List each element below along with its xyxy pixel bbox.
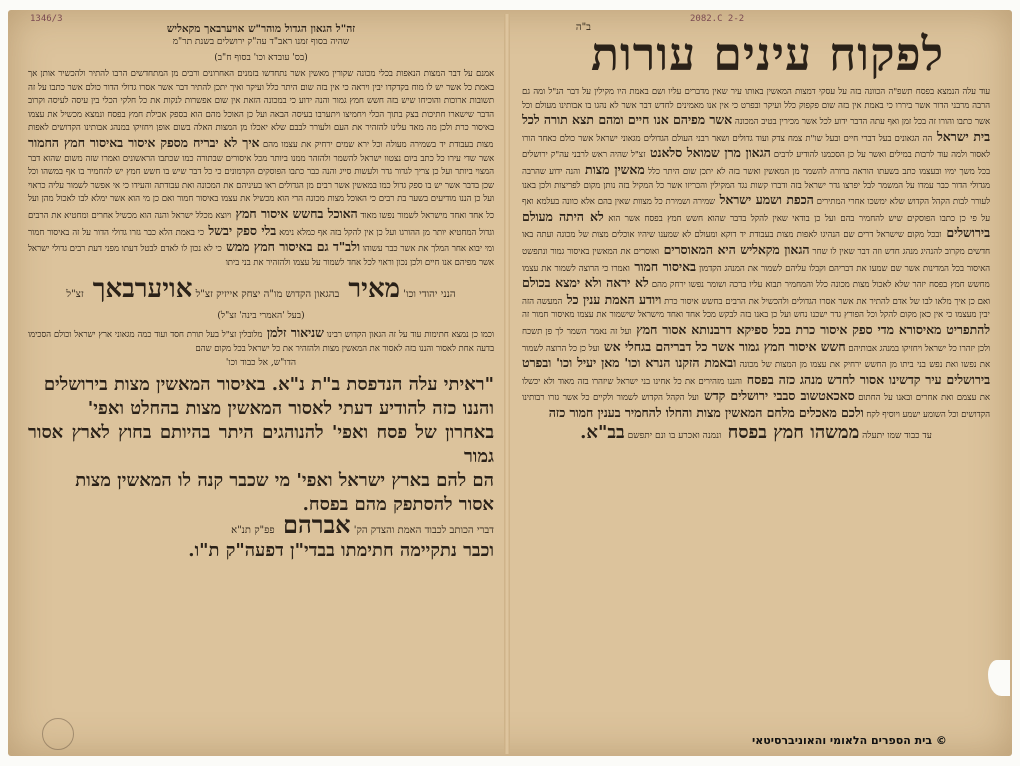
- signature-intro: הנני יהודי וכו': [400, 289, 456, 301]
- right-paragraph: ועל הקהל הקדוש לשמור ולקיים כל אשר גזרו רבותינו הקדושים וכל השומע ישמע ויוסיף לקח: [522, 393, 990, 420]
- right-body: [522, 86, 990, 422]
- right-footer: [522, 422, 990, 447]
- right-highlight: הגאון מקאליש היא המאוסרים: [659, 241, 810, 257]
- left-paragraph: אשר שדי עירו כל כתב ביום נצטוו ישראל להשמר ולהזהר ממנו ביותר מכל איסורים שבתורה כמו שכתבו הראשונים ואמרו שזה משום שהוא דבר המצוי ביותר ועל כן צריך לגדור גדר ולעשות סייג: [28, 153, 494, 178]
- footer-line: אסור להסתפק מהם בפסח.: [302, 493, 494, 515]
- left-highlight: באיסור חמץ החמור: [28, 134, 124, 150]
- right-highlight: להחמיר: [620, 404, 662, 420]
- copyright-notice: © בית הספרים הלאומי והאוניברסיטאי: [752, 734, 947, 747]
- right-highlight: חשש איסור חמץ גמור: [734, 338, 846, 354]
- left-paragraph: מלובלין זצ"ל בעל תורת חסד ועוד כמה מגאוני ארץ ישראל וכולם הסכימו בדעה אחת לאסור: [28, 330, 494, 354]
- left-paragraph: כי באמת הלא כבר גזרו גדולי הדור על זה באיסור חמור ומי יבוא אחר המלך את אשר כבר עשוהו: [28, 227, 494, 255]
- right-paragraph: ועל זה נאמר השמר לך פן תשכח ולכן יזהרו כל ישראל ויחזיקו במנהג אבותיהם: [522, 326, 990, 354]
- page-fold: [504, 14, 510, 754]
- title-area: [522, 22, 990, 80]
- footer-signature-prefix: דברי הכותב לכבוד האמת והצדק הק': [350, 524, 494, 536]
- right-paragraph: הה הגאונים בעל דברי חיים ובעל שו"ת צמח צדק ועוד גדולים ושאר רבני העולם הגדולים מגאוני ישראל אשר כולם כאחד הורו לאסור ולמה עוד לרבות במילים ואשר על כן הסכמנו להודיע לרבים: [522, 133, 990, 161]
- right-paragraph: ואם כן איך מלאו לבו של אדם להתיר את אשר אסרו הגדולים ולהכשיל את הרבים בחשש איסור כרת: [661, 296, 990, 307]
- right-paragraph: ואוסרים את המאשין באיסור גמור ונתפשט האיסור בכל המדינות אשר שם שמעו את דבריהם וקבלו עליהם לשמור את המנהג הקדמון: [522, 246, 990, 274]
- closing-text-2: ונמנה ואכרע בו ונם יתפשם: [624, 431, 722, 442]
- left-highlight: ולב"ד גם באיסור חמץ ממש: [221, 239, 360, 255]
- right-highlight: אשר כל דבריהם בגחלי אש: [599, 338, 735, 354]
- left-paragraph: ויוצא מכלל ישראל והנה הוא מכשיל אחרים ומחטיא את הרבים וגדול המחטיא יותר מן ההורגו ועל כן אין להקל בזה אף כמלא נימא: [28, 210, 494, 238]
- signature-surname: אויערבאך: [83, 274, 193, 305]
- left-body: [28, 68, 494, 270]
- right-paragraph: ועל כן כל הרוצה לשמור את נפשו ואת נפש בני ביתו מן החשש ירחיק את עצמו מן המצות של מכונה: [522, 343, 990, 371]
- left-column: [28, 22, 494, 563]
- footer-last-line: וכבר נתקיימה חתימתו בבדי"ן דפעה"ק ת"ו.: [188, 539, 494, 561]
- right-highlight: ולכם מאכלים מלחם המאשין מצות: [692, 404, 864, 420]
- bh-mark: ב"ה: [575, 22, 591, 33]
- small-signature: הדו"ש, אל כבוד וכו': [225, 357, 297, 368]
- right-highlight: והחלו: [661, 404, 693, 420]
- right-paragraph: ואמרו כי הרוצה לשמור את עצמו מחשש חמץ בפסח יזהר שלא לאכול מצות מכונה כלל והמחמיר תבוא עליו ברכה ושומר נפשו ירחק מהם: [522, 263, 990, 291]
- right-highlight: בענין חמור כזה: [548, 404, 621, 420]
- signature-subtitle: (בעל 'האמרי בינה' זצ"ל): [217, 311, 305, 322]
- left-highlight: איסור: [123, 134, 156, 150]
- right-highlight: מאשין מצות: [580, 161, 645, 177]
- right-highlight: אשר מפיהם אנו חיים ומהם תצא תורה לכל בית ישראל: [522, 112, 990, 144]
- left-highlight: איסור חמץ: [231, 205, 289, 221]
- right-highlight: ויודע האמת ענין כל: [562, 291, 662, 307]
- left-paragraph: כי לא נכון לו לאדם לבטל דעתו מפני דעת רבים גדולי ישראל אשר מפיהם אנו חיים ולכן נכון וראוי לכל אחד לשמור על עצמו ולהזהיר את בני ביתו: [28, 244, 494, 268]
- right-highlight: לא היתה מעולם בירושלים: [522, 208, 990, 241]
- right-paragraph: והננו מזהירים את כל אחינו בני ישראל שיזהרו בזה מאוד ולא יכשלו את עצמם ואת אחרים ובאנו על החתום: [522, 376, 990, 404]
- right-paragraph: עוד עלה הנמצא בפסח תשפ"ה הכוונה בזה על עסקי דמצות המאשין באותו עיר שאין מדברים עליו ושם באמת היו מקילין על דבר הנ"ל ומה גם הרבה מרבני הדור אשר ביררו כי באמת אין בזה שום פקפוק כלל ועיקר ובפרט כי אין אנו מאמינים לחדש דבר אשר לא נהגו בו אבותינו מעולם וכל אשר כתבו והורו זה בכל זמן ואף עתה הדבר ידוע לכל אשר מכירין בטיב המכונה: [522, 87, 990, 128]
- left-paragraph: ולכן מה מאד עלינו להזהיר את העם ולעורר לבבם שלא יאכלו מן המצות האלה בשום אופן ויחזיקו במנהג אבותינו הקדושים לאפות מצות בעבודת יד בשמירה מעולה וכל ירא שמים ירחיק את עצמו מהם: [28, 123, 494, 150]
- left-paragraph: והננו בזה לאסור את המאשין מצות ולהזהיר את כל ישראל בכל מקום שהם: [195, 343, 434, 354]
- archive-number-left: 1346/3: [30, 14, 63, 24]
- closing-final: בב"א.: [580, 422, 625, 444]
- left-heading: זה"ל הגאון הגדול מוהר"ש אויערבאך מקאליש: [166, 23, 356, 35]
- right-highlight: לא יראה ולא ימצא בכולם: [522, 275, 649, 291]
- right-highlight: באיסור חמור: [629, 258, 696, 274]
- right-paragraph: והנה ידוע שהרבה מגדולי הדור כבר עמדו על המשמר לבל יפרצו גדר ישראל בזה ודברו קשות נגד המקילין והכריזו אשר כל המקיל בזה נותן מקום לפריצות ולכן באנו לעורר לבות הקהל הקדוש שלא ימשכו אחרי המתירים: [522, 166, 990, 208]
- left-subheading: שהיה בסוף זמנו ראב"ד עה"ק ירושלים בשנת תר"מ: [172, 37, 350, 47]
- left-highlight: בלי ספק יבשל: [203, 222, 277, 238]
- closing-highlight: ממשהו חמץ בפסח: [721, 422, 860, 444]
- left-highlight: האוכל בחשש: [288, 205, 358, 221]
- right-highlight: אסור חמץ: [631, 321, 687, 337]
- signature-paragraph: [28, 326, 494, 356]
- left-source-note: (בס' עובדא וכו' בסוף ח"ב): [214, 53, 308, 63]
- right-paragraph: זצ"ל שהיה ראש לרבני עה"ק ירושלים בכל משך ימיו ובעצמו כתב בשעתו הוראה ברורה להשמר מן המאשין ואשר בזה לא יתכן שום היתר כלל: [522, 150, 990, 177]
- library-stamp: [42, 718, 74, 750]
- left-paragraph: וכמו כן נמצא חתימות עוד על זה הגאון הקדוש רבינו: [323, 330, 494, 341]
- right-highlight: ובאמת הזקנו הנרא וכו' מאן יעיל: [572, 355, 737, 371]
- signature-first-name: מאיר: [339, 274, 401, 305]
- footer-line: "ראיתי עלה הנדפסת ב"ת נ"א. באיסור המאשין מצות בירושלים: [43, 373, 494, 395]
- left-highlight: שניאור זלמן: [262, 325, 324, 341]
- signature-name: [28, 274, 494, 310]
- right-column: [522, 22, 990, 447]
- right-paragraph: ובכל מקום שישראל דרים שם הנהיגו לאפות מצות בעבודת יד דוקא ומעולם לא שמענו שיהיו אוכלים מצות של מכונה ועתה באו חדשים מקרוב להנהיג מנהג חדש וזה דבר שאין לו שחר: [522, 230, 990, 257]
- left-paragraph: ועל כן הננו מודיעים בשער בת רבים כי האוכל מצות מכונה הרי הוא מכשיל את עצמו באיסור חמור ואם כן מי הוא אשר ימלא לבו לאכול מהן ועל כל אחד ואחד מישראל לשמור נפשו מאוד: [28, 194, 494, 221]
- footer-signature-suffix: פפ"ק תנ"א: [231, 524, 275, 536]
- footer-line: הם להם בארץ ישראל ואפי' מי שכבר קנה לו המאשין מצות: [75, 469, 494, 491]
- left-paragraph: והנה ידוע כי במכונה הזאת אין שום אפשרות לנקות את כל חלקי הכלי בין עיסה לעיסה וקרוב הדבר שישארו חתיכות בצק בתוך הכלי ויחמיצו ויתערבו בעיסה הבאה ועל כן האוכל מהם הוא בספק אכילת חמץ בפסח ונמצא מכשיל את עצמו באיסור כרת: [28, 96, 494, 134]
- right-highlight: הגאון מרן שמואל סלאנט: [645, 145, 771, 161]
- right-highlight: להתפריט מאיסורא: [893, 321, 990, 337]
- footer-signature: [28, 509, 494, 539]
- signature-title: בהגאון הקדוש מו"ה יצחק אייזיק זצ"ל: [192, 289, 340, 301]
- signature-tail: זצ"ל: [66, 289, 84, 301]
- left-footer: [28, 373, 494, 563]
- right-paragraph: שמירה ושמירת כל מצוות שאין בהם אלא כוונה בעלמא ואף על פי כן כתבו הפוסקים שיש להחמיר בהם ועל כן בודאי שאין להקל בדבר שהוא חשש חמץ בפסח אשר הוא: [522, 197, 990, 224]
- left-paragraph: והנה כבר כתבו הפוסקים הקדמונים כי כל דבר שיש בו חשש חמץ יש להחמיר בו אף במשהו וכל שכן בדבר אשר יש בו ספק גדול כמו במאשין אשר רבים מן הגדולים ראו בעיניהם את המכונה ואת עבודתה והעידו כי אי אפשר לשמור עליה כראוי: [28, 167, 494, 191]
- right-highlight: הכפת ושמע ישראל: [715, 192, 814, 208]
- signature-block: [28, 274, 494, 368]
- right-highlight: סאכאטשוב סבבי ירושלים קדש: [698, 388, 855, 404]
- closing-text: עד כבוד שמו יתעלה: [859, 431, 932, 442]
- right-highlight: וכו' ובפרט בירושלים עיר קדשינו אסור לחדש מנהג כזה בפסח: [522, 355, 990, 387]
- document-title: לפקוח עינים עורות: [590, 27, 945, 81]
- footer-line: באחרון של פסח ואפי' להנוהגים היתר בהיותם בחוץ לארץ אסור גמור: [28, 421, 494, 467]
- left-paragraph: אמנם על דבר המצות הנאפות בכלי מכונה שקורין מאשין אשר נתחדשו בזמנים האחרונים ורבים מן המתחדשים הרבו להתיר ולהכשיר אותן אך באמת כל אשר יש לו מוח בקדקדו יבין ויראה כי אין בזה שום היתר כלל ועיקר ואיך יתכן להתיר דבר אשר אסרו גדולי הדור כולם אשר כתבו על זה תשובות ארוכות והוכיחו שיש בזה חשש חמץ גמור: [28, 69, 494, 107]
- archive-number-right: 2082.C 2-2: [690, 14, 745, 24]
- footer-line: והננו כזה להודיע דעתי לאסור המאשין מצות בהחלט ואפי': [87, 397, 494, 419]
- left-highlight: איך לא יבריח מספק: [155, 134, 260, 150]
- right-highlight: מדי ספק איסור כרת בכל ספיקא דרבנותא: [686, 321, 894, 337]
- right-paragraph: המעשה הזה יבין מעצמו כי אין כאן מקום להקל וכל הפורץ גדר ישכנו נחש ועל כן באנו בזה לבקש מכל אחד ואחד מישראל שישמור את עצמו מאיסור חמור זה: [522, 296, 990, 321]
- footer-signature-name: אברהם: [274, 509, 351, 539]
